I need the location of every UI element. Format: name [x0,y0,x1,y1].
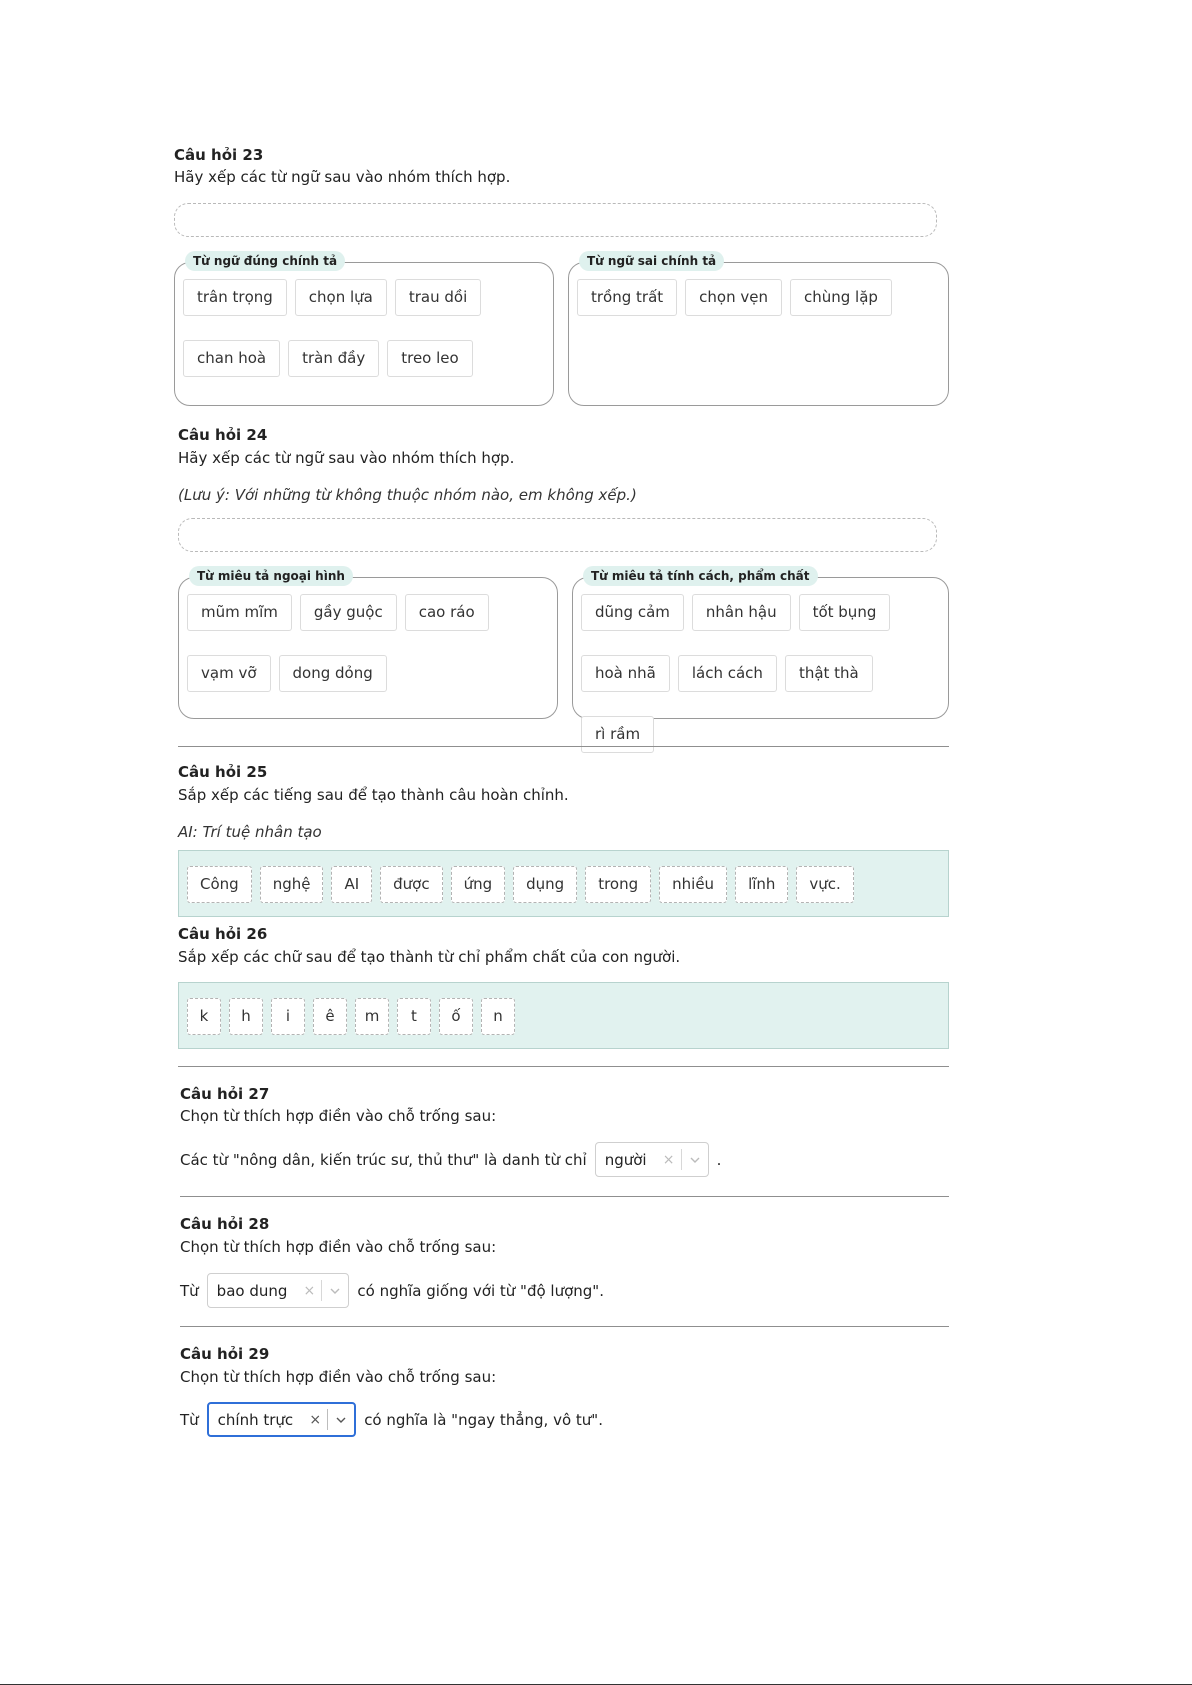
word-chip[interactable]: tốt bụng [799,594,891,631]
q28-text-before: Từ [180,1281,199,1300]
q27-prompt: Chọn từ thích hợp điền vào chỗ trống sau: [180,1107,497,1125]
word-chip[interactable]: trồng trất [577,279,677,316]
q23-group-correct-label: Từ ngữ đúng chính tả [185,251,345,271]
clear-icon[interactable]: × [303,1282,316,1299]
word-chip[interactable]: cao ráo [405,594,489,631]
word-chip[interactable]: hoà nhã [581,655,670,692]
q28-answer-select[interactable] [207,1273,350,1308]
letter-tile[interactable]: k [187,998,221,1035]
q23-answer-dropzone[interactable] [174,203,937,237]
divider [180,1196,949,1197]
divider [178,746,949,747]
letter-tile[interactable]: ê [313,998,347,1035]
q28-title: Câu hỏi 28 [180,1215,270,1233]
word-chip[interactable]: thật thà [785,655,873,692]
word-chip[interactable]: mũm mĩm [187,594,292,631]
word-chip[interactable]: tràn đầy [288,340,379,377]
word-tile[interactable]: nhiều [659,866,727,903]
q29-sentence [180,1402,603,1437]
q23-group-incorrect[interactable] [568,254,949,406]
q28-sentence [180,1273,604,1308]
q29-text-before: Từ [180,1410,199,1429]
q24-title: Câu hỏi 24 [178,426,268,444]
word-chip[interactable]: rì rầm [581,716,654,753]
word-chip[interactable]: chùng lặp [790,279,892,316]
word-tile[interactable]: Công [187,866,252,903]
word-chip[interactable]: chọn lựa [295,279,387,316]
letter-tile[interactable]: i [271,998,305,1035]
word-tile[interactable]: nghệ [260,866,324,903]
word-tile[interactable]: lĩnh [735,866,788,903]
q27-text-after: . [716,1150,722,1169]
chevron-down-icon[interactable] [328,1417,354,1423]
q24-group-appearance-label: Từ miêu tả ngoại hình [189,566,353,586]
word-tile[interactable]: dụng [513,866,577,903]
clear-icon[interactable]: × [309,1411,322,1428]
word-chip[interactable]: chọn vẹn [685,279,782,316]
q29-answer-select[interactable] [207,1402,357,1437]
letter-tile[interactable]: ố [439,998,473,1035]
letter-tile[interactable]: t [397,998,431,1035]
word-chip[interactable]: gầy guộc [300,594,397,631]
q28-prompt: Chọn từ thích hợp điền vào chỗ trống sau: [180,1238,497,1256]
q27-text-before: Các từ "nông dân, kiến trúc sư, thủ thư" là danh từ chỉ [180,1150,587,1169]
q29-selected-value: chính trực [217,1410,294,1429]
word-tile[interactable]: AI [331,866,372,903]
q25-tile-tray[interactable] [178,850,949,917]
q25-title: Câu hỏi 25 [178,763,268,781]
letter-tile[interactable]: m [355,998,389,1035]
q28-text-after: có nghĩa giống với từ "độ lượng". [357,1281,604,1300]
word-chip[interactable]: lách cách [678,655,777,692]
q24-group-appearance[interactable] [178,569,558,719]
q23-title: Câu hỏi 23 [174,146,264,164]
word-chip[interactable]: trau dồi [395,279,481,316]
q23-group-correct[interactable] [174,254,554,406]
word-chip[interactable]: dong dỏng [279,655,387,692]
word-tile[interactable]: vực. [796,866,853,903]
letter-tile[interactable]: h [229,998,263,1035]
q29-text-after: có nghĩa là "ngay thẳng, vô tư". [364,1410,603,1429]
word-chip[interactable]: treo leo [387,340,472,377]
word-chip[interactable]: nhân hậu [692,594,791,631]
q29-title: Câu hỏi 29 [180,1345,270,1363]
clear-icon[interactable]: × [662,1151,675,1168]
chevron-down-icon[interactable] [682,1157,708,1163]
divider [180,1326,949,1327]
word-chip[interactable]: chan hoà [183,340,280,377]
word-tile[interactable]: trong [585,866,651,903]
q25-prompt: Sắp xếp các tiếng sau để tạo thành câu hoàn chỉnh. [178,786,569,804]
q24-note: (Lưu ý: Với những từ không thuộc nhóm nào, em không xếp.) [178,486,637,504]
q26-title: Câu hỏi 26 [178,925,268,943]
word-chip[interactable]: vạm vỡ [187,655,271,692]
letter-tile[interactable]: n [481,998,515,1035]
q26-tile-tray[interactable] [178,982,949,1049]
q24-answer-dropzone[interactable] [178,518,937,552]
q27-answer-select[interactable] [595,1142,709,1177]
chevron-down-icon[interactable] [322,1288,348,1294]
q27-sentence [180,1142,721,1177]
q26-prompt: Sắp xếp các chữ sau để tạo thành từ chỉ phẩm chất của con người. [178,948,681,966]
q23-group-incorrect-label: Từ ngữ sai chính tả [579,251,724,271]
word-tile[interactable]: ứng [451,866,506,903]
word-chip[interactable]: dũng cảm [581,594,684,631]
q27-selected-value: người [604,1150,647,1169]
q29-prompt: Chọn từ thích hợp điền vào chỗ trống sau: [180,1368,497,1386]
divider [178,1066,949,1067]
q24-group-personality[interactable] [572,569,949,743]
q28-selected-value: bao dung [216,1281,288,1300]
word-tile[interactable]: được [380,866,442,903]
word-chip[interactable]: trân trọng [183,279,287,316]
q24-group-personality-label: Từ miêu tả tính cách, phẩm chất [583,566,818,586]
q23-prompt: Hãy xếp các từ ngữ sau vào nhóm thích hợp. [174,168,511,186]
q25-hint: AI: Trí tuệ nhân tạo [178,823,322,841]
q27-title: Câu hỏi 27 [180,1085,270,1103]
q24-prompt: Hãy xếp các từ ngữ sau vào nhóm thích hợp. [178,449,515,467]
